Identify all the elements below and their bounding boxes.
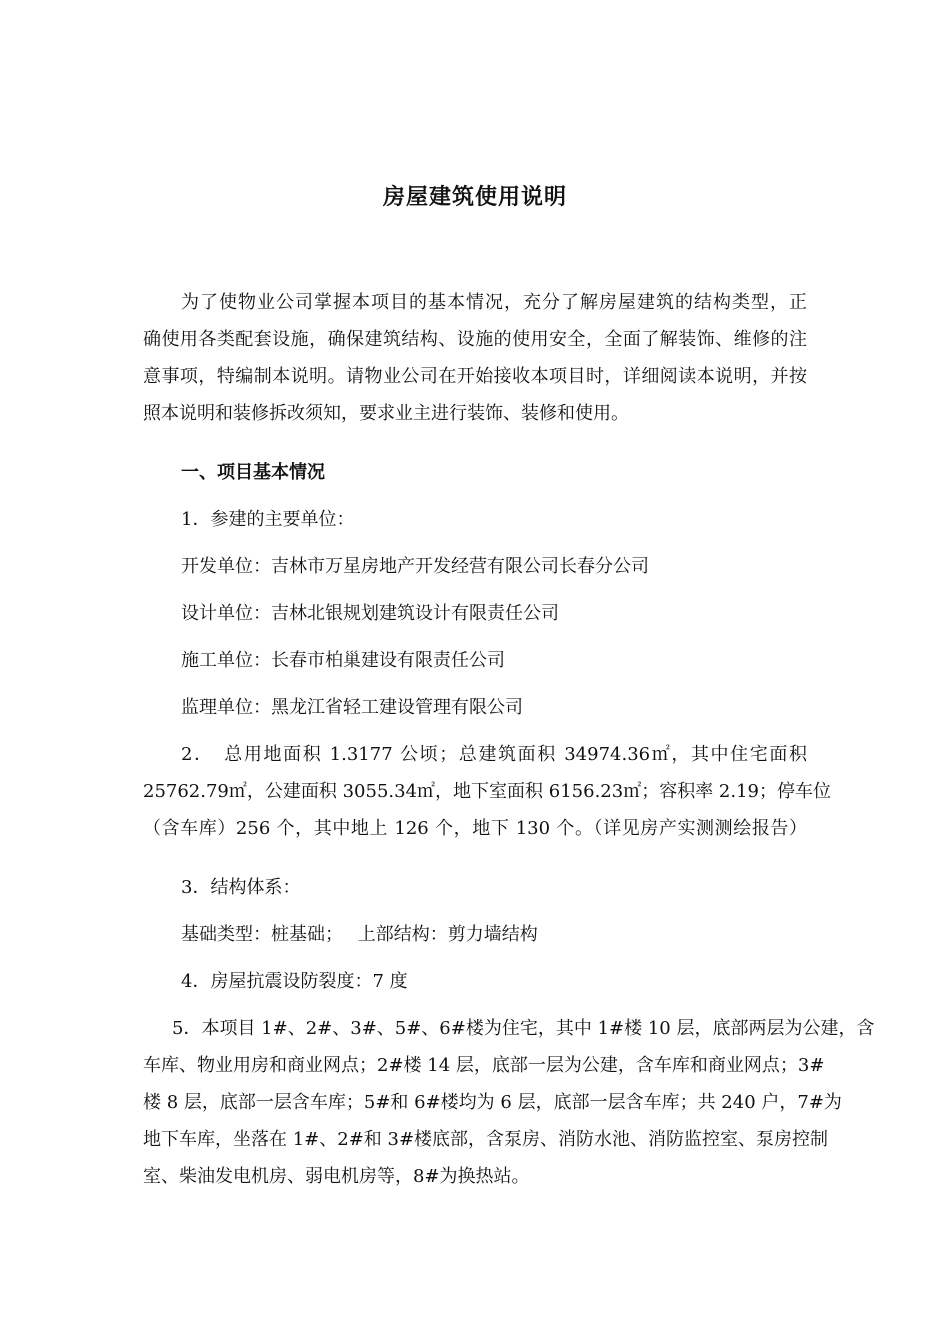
item-3-heading: 3．结构体系： (181, 877, 301, 898)
intro-line-4: 照本说明和装修拆改须知，要求业主进行装饰、装修和使用。 (143, 403, 629, 424)
item-5-line-4: 地下车库，坐落在 1#、2#和 3#楼底部，含泵房、消防水池、消防监控室、泵房控制 (143, 1129, 829, 1150)
item-3-detail: 基础类型：桩基础； 上部结构：剪力墙结构 (181, 924, 538, 945)
unit-builder: 施工单位：长春市柏巢建设有限责任公司 (181, 650, 505, 671)
item-5-line-3: 楼 8 层，底部一层含车库；5#和 6#楼均为 6 层，底部一层含车库；共 240 户，7#为 (143, 1092, 842, 1113)
section-heading: 一、项目基本情况 (181, 462, 325, 483)
intro-line-1: 为了使物业公司掌握本项目的基本情况，充分了解房屋建筑的结构类型，正 (181, 292, 807, 313)
unit-developer: 开发单位：吉林市万星房地产开发经营有限公司长春分公司 (181, 556, 649, 577)
item-1-heading: 1．参建的主要单位： (181, 509, 355, 530)
item-5-line-2: 车库、物业用房和商业网点；2#楼 14 层，底部一层为公建，含车库和商业网点；3# (143, 1055, 825, 1076)
intro-line-2: 确使用各类配套设施，确保建筑结构、设施的使用安全，全面了解装饰、维修的注 (143, 329, 807, 350)
item-5-line-5: 室、柴油发电机房、弱电机房等，8#为换热站。 (143, 1166, 530, 1187)
item-2-line-3: （含车库）256 个，其中地上 126 个，地下 130 个。（详见房产实测测绘报告） (143, 818, 807, 839)
unit-supervisor: 监理单位：黑龙江省轻工建设管理有限公司 (181, 697, 523, 718)
document-title: 房屋建筑使用说明 (382, 184, 567, 210)
unit-designer: 设计单位：吉林北银规划建筑设计有限责任公司 (181, 603, 559, 624)
item-4: 4．房屋抗震设防裂度：7 度 (181, 971, 408, 992)
item-5-line-1: 5．本项目 1#、2#、3#、5#、6#楼为住宅，其中 1#楼 10 层，底部两层为公建，含 (172, 1018, 875, 1039)
item-2-line-2: 25762.79㎡，公建面积 3055.34㎡，地下室面积 6156.23㎡；容积率 2.19；停车位 (143, 781, 831, 802)
intro-line-3: 意事项，特编制本说明。请物业公司在开始接收本项目时，详细阅读本说明，并按 (143, 366, 807, 387)
item-2-line-1: 2． 总用地面积 1.3177 公顷；总建筑面积 34974.36㎡，其中住宅面积 (181, 744, 807, 765)
